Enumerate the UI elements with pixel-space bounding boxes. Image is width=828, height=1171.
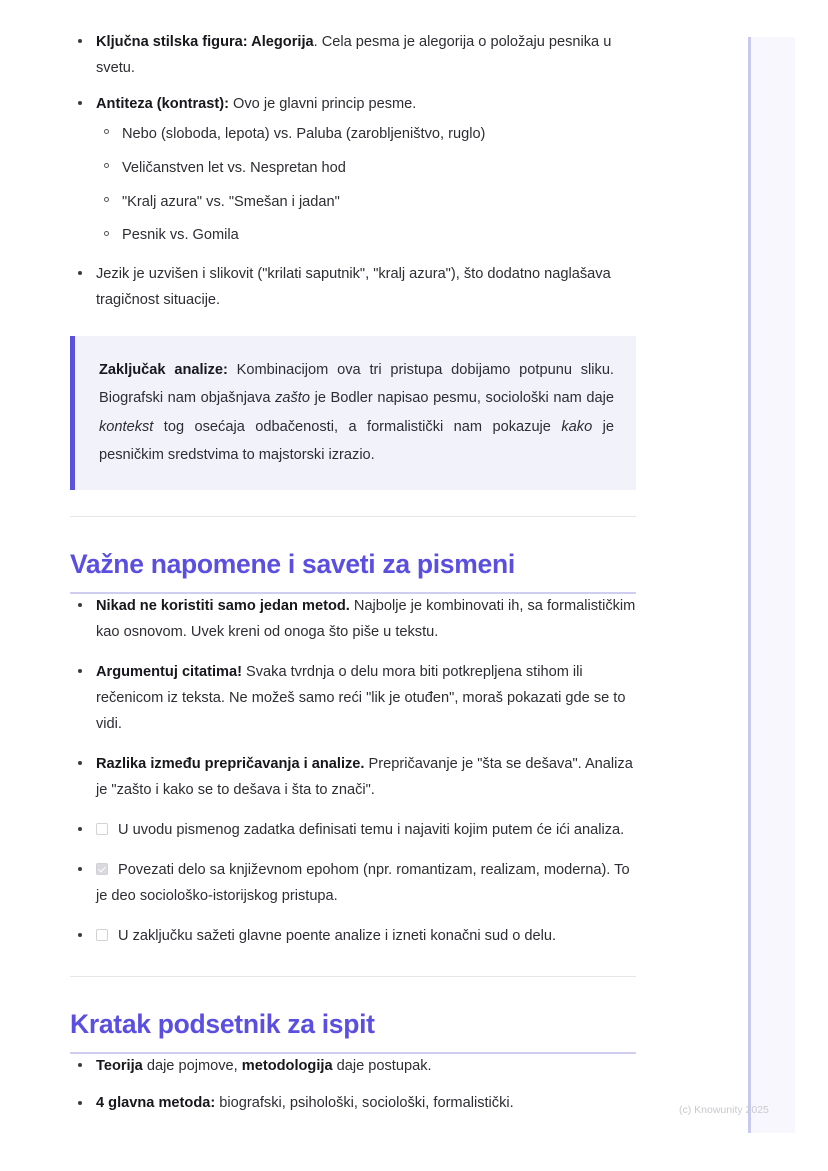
- checkbox-checked[interactable]: [96, 863, 108, 875]
- sub-list-item-label: Pesnik vs. Gomila: [122, 227, 239, 244]
- list-item: [70, 752, 636, 804]
- checklist-item-label: Povezati delo sa književnom epohom (npr. romantizam, realizam, moderna). To je deo sociološko-istorijskog pristupa.: [96, 861, 630, 904]
- sub-list-item-label: Veličanstven let vs. Nespretan hod: [122, 159, 346, 176]
- list-item-bold: Razlika između prepričavanja i analize.: [96, 755, 365, 772]
- bullet-dot-icon: [78, 39, 82, 43]
- section-heading-reminder: Kratak podsetnik za ispit: [70, 1008, 375, 1039]
- callout-italic-3: kako: [561, 418, 593, 435]
- list-item-text: Ovo je glavni princip pesme.: [228, 95, 417, 112]
- list-item-text: Jezik je uzvišen i slikovit ("krilati saputnik", "kralj azura"), što dodatno naglašava tragičnost situacije.: [96, 266, 611, 309]
- list-item-text: Svaka tvrdnja o delu mora biti potkrepljena stihom ili rečenicom iz teksta. Ne možeš samo reći "lik je otuđen", moraš pokazati gde se to vidi.: [96, 663, 626, 732]
- list-item-text-mid: daje pojmove,: [142, 1057, 242, 1074]
- checklist-item-label: U zaključku sažeti glavne poente analize i izneti konačni sud o delu.: [118, 927, 557, 944]
- list-item-bold-1: Teorija: [96, 1057, 143, 1074]
- bullet-dot-icon: [78, 827, 82, 831]
- list-item-bold: Nikad ne koristiti samo jedan metod.: [96, 597, 350, 614]
- list-item-bold-2: metodologija: [241, 1057, 333, 1074]
- list-item-bold: Antiteza (kontrast):: [96, 95, 229, 112]
- sub-list-item: [96, 122, 636, 147]
- callout-text-3: tog osećaja odbačenosti, a formalistički nam pokazuje: [153, 418, 562, 435]
- checklist-item[interactable]: [70, 924, 636, 950]
- callout-bold-label: Zaključak analize:: [99, 362, 228, 379]
- bullet-dot-icon: [78, 1063, 82, 1067]
- sub-list-item: [96, 156, 636, 181]
- section-heading-tips: Važne napomene i saveti za pismeni: [70, 548, 515, 579]
- list-item-text: Najbolje je kombinovati ih, sa formalističkim kao osnovom. Uvek kreni od onoga što piše u tekstu.: [96, 597, 636, 640]
- list-item: [70, 262, 636, 314]
- list-item-text: Prepričavanje je "šta se dešava". Analiza je "zašto i kako se to dešava i šta to znači".: [96, 755, 633, 798]
- callout-italic-1: zašto: [275, 390, 310, 407]
- section-divider: [70, 976, 636, 977]
- list-item: [70, 594, 636, 646]
- bullet-circle-icon: [104, 197, 109, 202]
- callout-italic-2: kontekst: [99, 418, 154, 435]
- bullet-dot-icon: [78, 603, 82, 607]
- sub-list-item: [96, 190, 636, 215]
- bullet-dot-icon: [78, 271, 82, 275]
- bullet-dot-icon: [78, 933, 82, 937]
- list-item: [70, 1054, 636, 1080]
- list-item: [70, 660, 636, 738]
- tips-bullet-list: [70, 594, 636, 950]
- analysis-sub-list: [96, 122, 636, 248]
- checklist-item[interactable]: [70, 818, 636, 844]
- document-content: [70, 30, 636, 1127]
- checklist-item[interactable]: [70, 858, 636, 910]
- section-divider: [70, 516, 636, 517]
- callout-paragraph: [99, 356, 614, 470]
- callout-text-2: je Bodler napisao pesmu, sociološki nam daje: [309, 390, 614, 407]
- sub-list-item-label: Nebo (sloboda, lepota) vs. Paluba (zarobljeništvo, ruglo): [122, 125, 486, 142]
- bullet-circle-icon: [104, 163, 109, 168]
- bullet-dot-icon: [78, 1101, 82, 1105]
- conclusion-callout: [70, 336, 636, 490]
- bullet-circle-icon: [104, 129, 109, 134]
- analysis-bullet-list: [70, 30, 636, 314]
- bullet-circle-icon: [104, 231, 109, 236]
- bullet-dot-icon: [78, 101, 82, 105]
- bullet-dot-icon: [78, 867, 82, 871]
- list-item-text: biografski, psihološki, sociološki, formalistički.: [215, 1095, 514, 1112]
- list-item-text: . Cela pesma je alegorija o položaju pesnika u svetu.: [96, 34, 612, 76]
- checkbox-unchecked[interactable]: [96, 929, 108, 941]
- list-item: [70, 1091, 636, 1117]
- list-item-bold: 4 glavna metoda:: [96, 1095, 216, 1112]
- list-item: [70, 30, 636, 82]
- sub-list-item-label: "Kralj azura" vs. "Smešan i jadan": [122, 193, 340, 210]
- bullet-dot-icon: [78, 669, 82, 673]
- callout-text-1: Kombinacijom ova tri pristupa dobijamo potpunu sliku. Biografski nam objašnjava: [99, 362, 614, 407]
- reminder-bullet-list: [70, 1054, 636, 1118]
- right-decorative-panel: [748, 37, 795, 1133]
- watermark-label: (c) Knowunity 2025: [679, 1104, 769, 1116]
- list-item: [70, 92, 636, 248]
- list-item-bold: Ključna stilska figura: Alegorija: [96, 34, 314, 50]
- list-item-text: daje postupak.: [332, 1057, 432, 1074]
- sub-list-item: [96, 223, 636, 248]
- checklist-item-label: U uvodu pismenog zadatka definisati temu i najaviti kojim putem će ići analiza.: [118, 821, 625, 838]
- checkbox-unchecked[interactable]: [96, 823, 108, 835]
- list-item-bold: Argumentuj citatima!: [96, 663, 242, 680]
- bullet-dot-icon: [78, 761, 82, 765]
- callout-text-4: je pesničkim sredstvima to majstorski izrazio.: [99, 418, 614, 464]
